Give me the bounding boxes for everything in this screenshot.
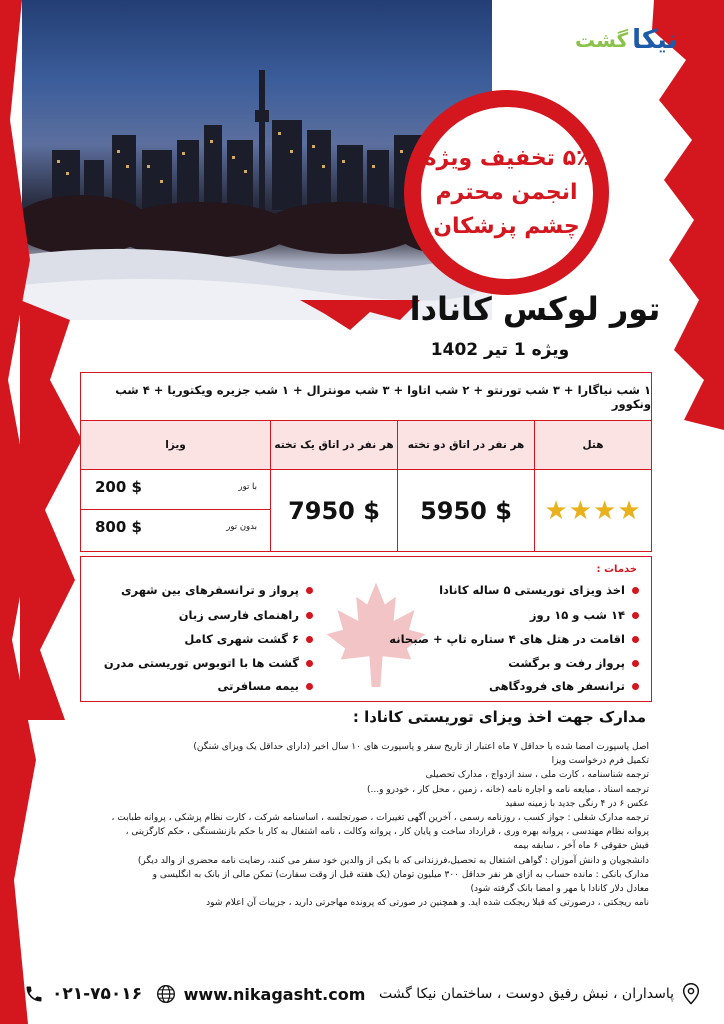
header-hotel: هتل	[535, 421, 651, 469]
document-line: عکس ۶ در ۴ رنگی جدید با زمینه سفید	[505, 798, 649, 809]
red-splatter-right	[614, 0, 724, 430]
tour-subtitle: ویژه 1 تیر 1402	[430, 340, 570, 360]
header-visa: ویزا	[81, 421, 270, 469]
document-line: مدارک بانکی : مانده حساب به ازای هر نفر حداقل ۳۰۰ میلیون تومان (یک هفته قبل از وقت سفارت) تمکن مالی از بانک به انگلیسی و	[152, 869, 649, 880]
document-line: ترجمه مدارک شغلی : جواز کسب ، روزنامه رسمی ، آخرین آگهی تغییرات ، صورتجلسه ، اساسنامه شرکت ، کارت نظام پزشکی ، پروانه طبابت ،	[111, 813, 649, 824]
phone-number: ۰۲۱-۷۵۰۱۶	[52, 984, 143, 1004]
discount-badge	[404, 90, 609, 295]
globe-icon	[156, 984, 176, 1004]
visa-price: 200 $	[95, 478, 142, 496]
single-price: 7950 $	[288, 497, 380, 525]
phone-link[interactable]	[24, 984, 142, 1004]
document-line: فیش حقوقی ۶ ماه آخر ، سابقه بیمه	[513, 841, 649, 852]
discount-line-2: انجمن محترم	[435, 179, 578, 205]
documents-list	[79, 740, 649, 910]
service-item: اخذ ویزای توریستی ۵ ساله کانادا	[439, 583, 639, 597]
address-text: پاسداران ، نبش رفیق دوست ، ساختمان نیکا گشت	[378, 986, 674, 1002]
price-box	[80, 372, 652, 552]
document-line: اصل پاسپورت امضا شده با حداقل ۷ ماه اعتبار از تاریخ سفر و پاسپورت های ۱۰ سال اخیر (دارای حداقل یک ویزای شنگن)	[193, 742, 649, 752]
double-price: 5950 $	[420, 497, 512, 525]
visa-row-with-tour	[81, 470, 271, 504]
discount-line-1: ۵٪ تخفیف ویژه	[423, 145, 590, 171]
visa-row-without-tour	[81, 509, 271, 543]
service-item: پرواز و ترانسفرهای بین شهری	[121, 583, 313, 597]
document-line: تکمیل فرم درخواست ویزا	[551, 756, 649, 767]
brand-name-mark: نیکا	[632, 25, 678, 55]
location-pin-icon	[682, 983, 700, 1005]
header-double: هر نفر در اتاق دو تخته	[398, 421, 534, 469]
service-item: بیمه مسافرتی	[218, 679, 313, 693]
service-item: ۱۴ شب و ۱۵ روز	[530, 608, 639, 622]
document-line: معادل دلار کانادا با مهر و امضا بانک گرفته شود)	[470, 884, 649, 895]
document-line: دانشجویان و دانش آموزان : گواهی اشتغال به تحصیل،فرزندانی که با یکی از والدین خود سفر می کنند، رضایت نامه محضری از والد دیگر)	[137, 855, 649, 866]
services-box	[80, 556, 652, 702]
service-item: پرواز رفت و برگشت	[508, 656, 639, 670]
document-line: ترجمه اسناد ، مبایعه نامه و اجاره نامه (خانه ، زمین ، محل کار ، خودرو و...)	[367, 784, 649, 795]
documents-title: مدارک جهت اخذ ویزای توریستی کانادا :	[352, 708, 646, 726]
address	[379, 983, 700, 1005]
footer	[0, 964, 724, 1024]
visa-label: با تور	[238, 482, 257, 492]
visa-price: 800 $	[95, 517, 142, 536]
document-line: نامه ریجکتی ، درصورتی که قبلا ریجکت شده اید. و همچنین در صورتی که پرونده مهاجرتی دارید ، جزییات آن اعلام شود	[206, 898, 649, 909]
discount-line-3: چشم پزشکان	[433, 213, 580, 239]
document-line: پروانه نظام مهندسی ، پروانه بهره وری ، قرارداد ساخت و پایان کار ، پروانه وکالت ، نامه اشتغال به کار با حکم بازنشستگی ، حکم کارگزینی ،	[125, 827, 649, 838]
service-item: ۶ گشت شهری کامل	[184, 632, 313, 646]
service-item: گشت ها با اتوبوس توریستی مدرن	[104, 656, 313, 670]
visa-label: بدون تور	[226, 521, 257, 532]
brand-name-text: گشت	[575, 28, 629, 52]
phone-icon	[24, 984, 44, 1004]
tour-title: تور لوکس کانادا	[409, 290, 661, 328]
service-item: ترانسفر های فرودگاهی	[489, 679, 639, 693]
header-single: هر نفر در اتاق یک تخته	[271, 421, 397, 469]
itinerary: ۱ شب نیاگارا + ۳ شب تورنتو + ۲ شب اتاوا + ۳ شب مونترال + ۱ شب جزیره ویکتوریا + ۴ شب ونکوور	[81, 373, 651, 421]
document-line: ترجمه شناسنامه ، کارت ملی ، سند ازدواج ، مدارک تحصیلی	[425, 770, 649, 781]
service-item: راهنمای فارسی زبان	[179, 608, 313, 622]
service-item: اقامت در هتل های ۴ ستاره تاپ + صبحانه	[389, 632, 639, 646]
services-title: خدمات :	[596, 564, 637, 575]
hotel-stars: ★★★★	[544, 496, 642, 526]
website-url: www.nikagasht.com	[183, 984, 366, 1004]
brand-logo[interactable]	[575, 20, 695, 60]
website-link[interactable]	[156, 984, 366, 1004]
